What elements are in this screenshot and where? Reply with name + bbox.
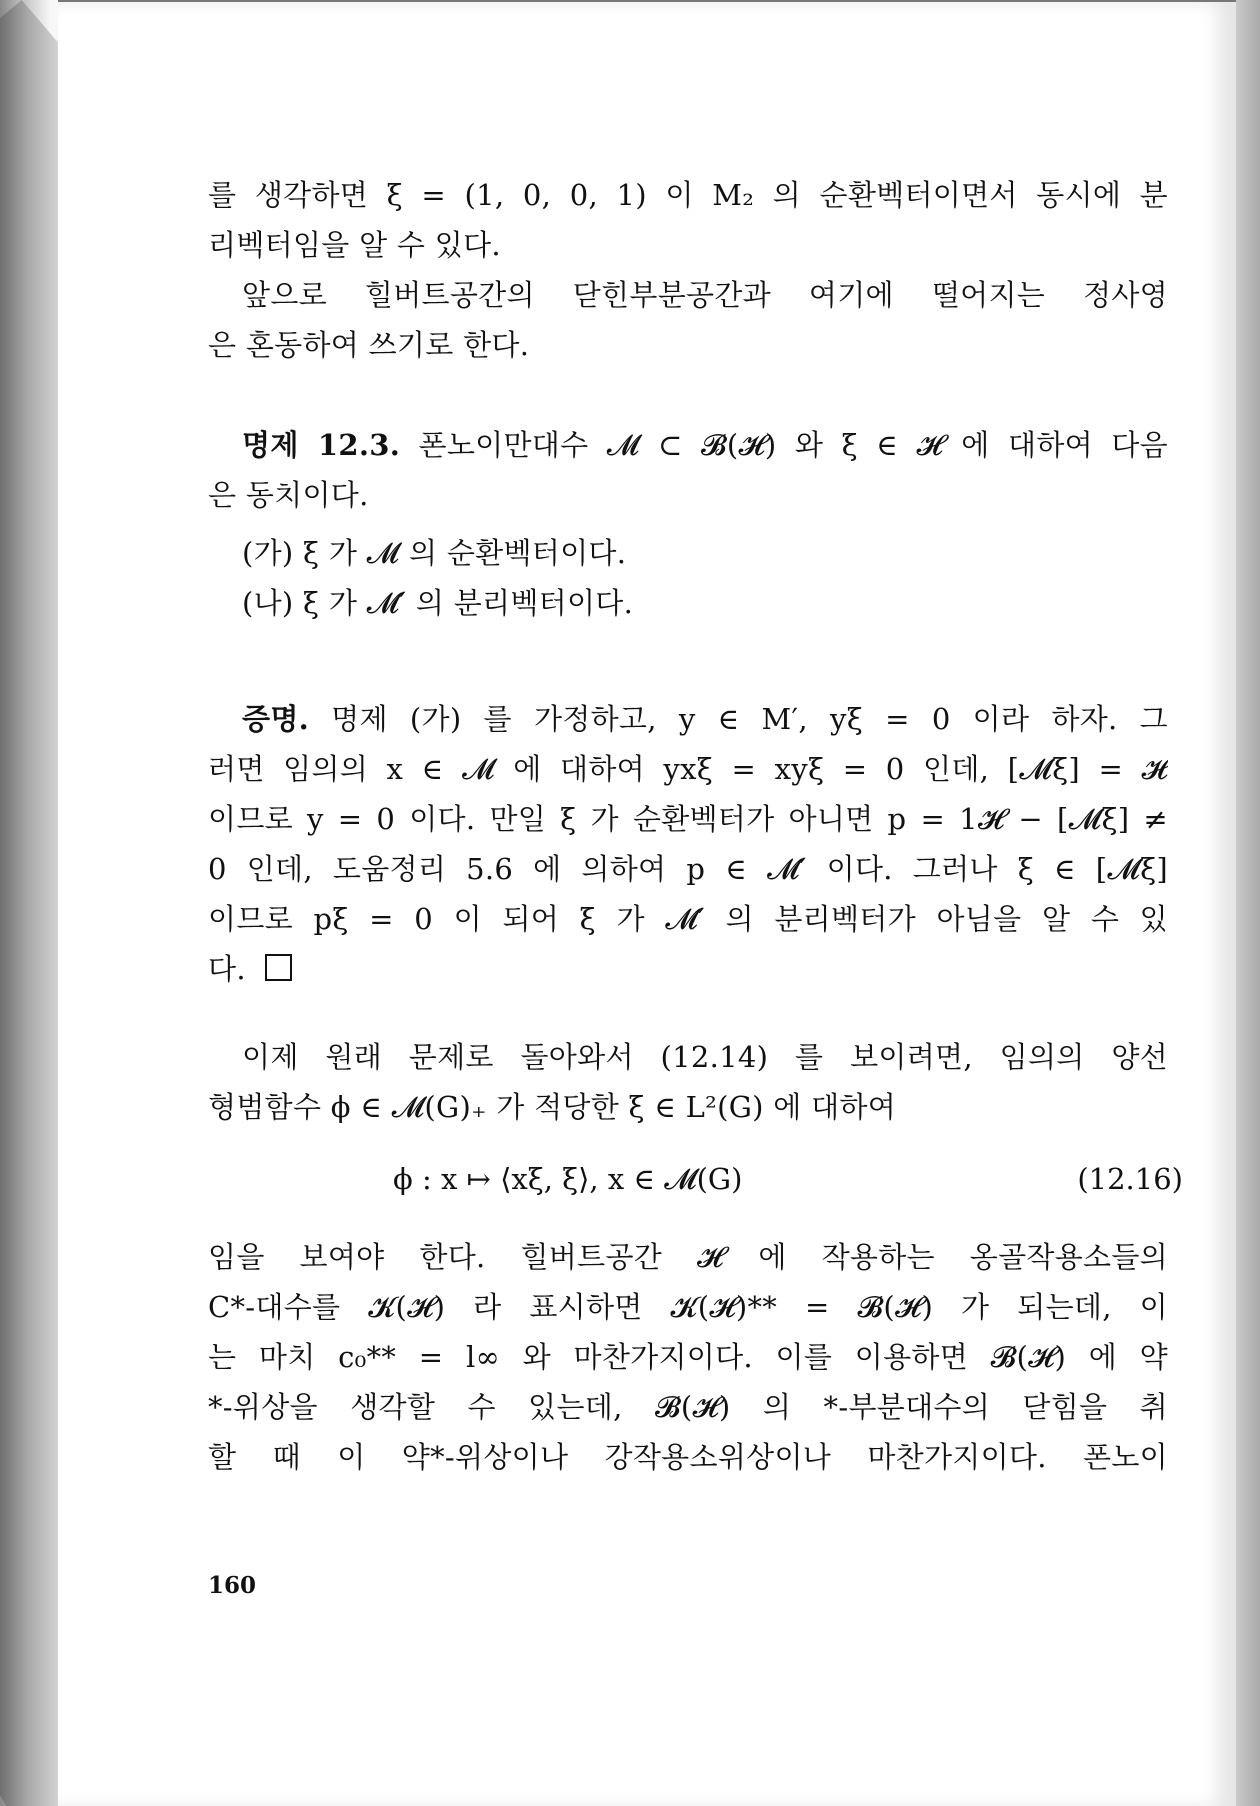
- text-line: 앞으로 힐버트공간의 닫힌부분공간과 여기에 떨어지는 정사영: [242, 278, 1168, 312]
- discussion-after-equation: [208, 1232, 1168, 1482]
- proof-end-line: [208, 944, 1168, 994]
- text-line: 이므로 y = 0 이다. 만일 ξ 가 순환벡터가 아니면 p = 1𝓗 − [𝓜ξ] ≠: [208, 802, 1168, 836]
- proposition-text: 폰노이만대수 𝓜 ⊂ 𝓑(𝓗) 와 ξ ∈ 𝓗 에 대하여 다음: [418, 428, 1168, 462]
- proposition-item-b: (나) ξ 가 𝓜′ 의 분리벡터이다.: [242, 586, 634, 620]
- proof-section: [208, 694, 1168, 994]
- equation-12-16: [393, 1162, 1183, 1212]
- discussion-before-equation: [208, 1032, 1168, 1132]
- text-line: *-위상을 생각할 수 있는데, 𝓑(𝓗) 의 *-부분대수의 닫힘을 취: [208, 1390, 1168, 1424]
- text-line: 다.: [208, 952, 246, 986]
- text-line: 러면 임의의 x ∈ 𝓜 에 대하여 yxξ = xyξ = 0 인데, [𝓜ξ] = 𝓗: [208, 752, 1168, 786]
- equation-text: ϕ : x ↦ ⟨xξ, ξ⟩, x ∈ 𝓜(G): [393, 1162, 743, 1196]
- text-line: 이므로 pξ = 0 이 되어 ξ 가 𝓜′ 의 분리벡터가 아님을 알 수 있: [208, 902, 1168, 936]
- text-line: 은 혼동하여 쓰기로 한다.: [208, 328, 530, 362]
- text-line: 할 때 이 약*-위상이나 강작용소위상이나 마찬가지이다. 폰노이: [208, 1440, 1168, 1474]
- text-line: C*-대수를 𝓚(𝓗) 라 표시하면 𝓚(𝓗)** = 𝓑(𝓗) 가 되는데, 이: [208, 1290, 1168, 1324]
- proposition-first-line: [208, 420, 1168, 470]
- text-line: 리벡터임을 알 수 있다.: [208, 228, 501, 262]
- text-line: 은 동치이다.: [208, 478, 369, 512]
- text-line: 이제 원래 문제로 돌아와서 (12.14) 를 보이려면, 임의의 양선: [242, 1040, 1168, 1074]
- proof-text: 명제 (가) 를 가정하고, y ∈ M′, yξ = 0 이라 하자. 그: [331, 702, 1168, 736]
- proof-first-line: [208, 694, 1168, 744]
- qed-square-icon: [265, 954, 292, 981]
- equation-number: (12.16): [1077, 1162, 1183, 1196]
- proposition-section: [208, 420, 1168, 628]
- text-line: 임을 보여야 한다. 힐버트공간 𝓗 에 작용하는 옹골작용소들의: [208, 1240, 1168, 1274]
- text-line: 형범함수 ϕ ∈ 𝓜(G)₊ 가 적당한 ξ ∈ L²(G) 에 대하여: [208, 1090, 897, 1124]
- text-line: 0 인데, 도움정리 5.6 에 의하여 p ∈ 𝓜′ 이다. 그러나 ξ ∈ [𝓜ξ]: [208, 852, 1168, 886]
- book-edge: [0, 0, 62, 1806]
- page-number: 160: [208, 1572, 257, 1599]
- intro-section: [208, 170, 1168, 370]
- text-line: 를 생각하면 ξ = (1, 0, 0, 1) 이 M₂ 의 순환벡터이면서 동시에 분: [208, 178, 1168, 212]
- proposition-item-a: (가) ξ 가 𝓜 의 순환벡터이다.: [242, 536, 627, 570]
- document-page: [58, 0, 1236, 1806]
- proposition-title: 명제 12.3.: [242, 428, 401, 462]
- text-line: 는 마치 c₀** = l∞ 와 마찬가지이다. 이를 이용하면 𝓑(𝓗) 에 약: [208, 1340, 1168, 1374]
- proof-title: 증명.: [242, 702, 310, 736]
